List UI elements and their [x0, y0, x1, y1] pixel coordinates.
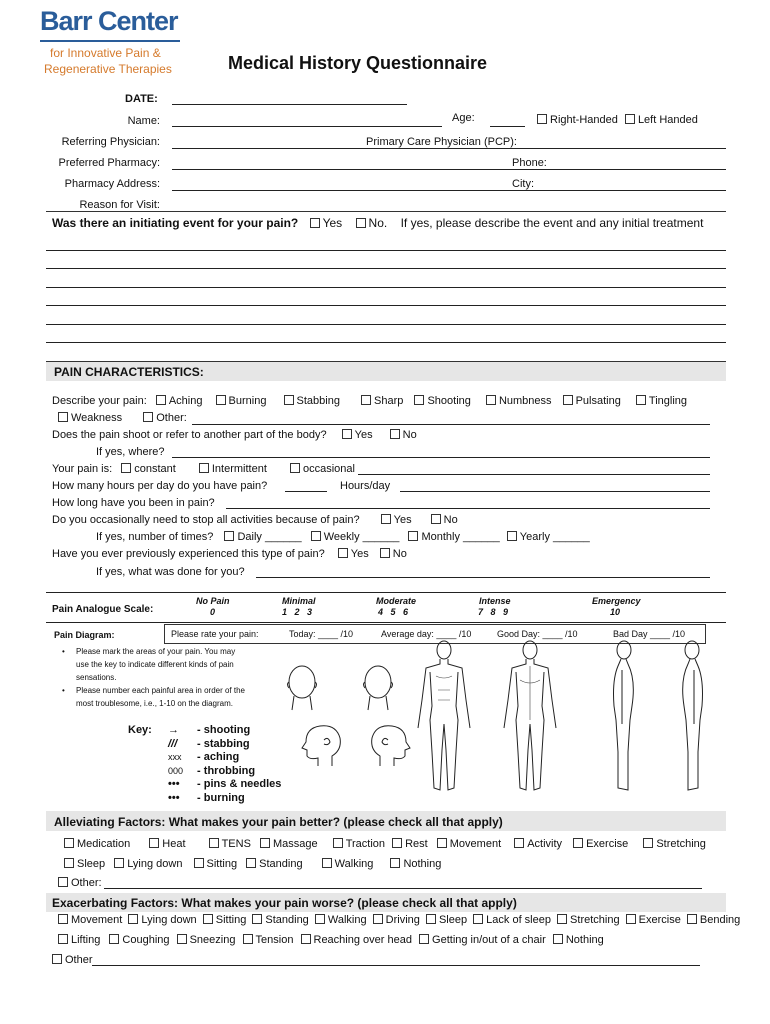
diagram-label: Pain Diagram:: [54, 630, 115, 640]
alleviate-nothing-checkbox[interactable]: [390, 858, 400, 868]
worse-other-field[interactable]: [92, 965, 700, 966]
alleviate-sitting-checkbox[interactable]: [194, 858, 204, 868]
age-field[interactable]: [490, 126, 525, 127]
where-label: If yes, where?: [96, 446, 165, 458]
describe-line-1[interactable]: [46, 250, 726, 251]
body-front-diagram[interactable]: [414, 640, 474, 796]
exacerbating-row-2: Lifting Coughing Sneezing Tension Reaching over head Getting in/out of a chair Nothing: [58, 934, 604, 946]
scale-top-rule: [46, 592, 726, 593]
alleviate-exercise-checkbox[interactable]: [573, 838, 583, 848]
what-done-label: If yes, what was done for you?: [96, 566, 245, 578]
alleviate-activity-checkbox[interactable]: [514, 838, 524, 848]
diagram-instruction-1: • Please mark the areas of your pain. You may use the key to indicate different kinds of pain sensations.: [62, 647, 236, 682]
shooting-checkbox[interactable]: [414, 395, 424, 405]
worse-lying-down-checkbox[interactable]: [128, 914, 138, 924]
other-pain-field[interactable]: [192, 424, 710, 425]
head-front-diagram[interactable]: [278, 662, 326, 712]
worse-standing-checkbox[interactable]: [252, 914, 262, 924]
logo: [40, 6, 190, 78]
city-label: City:: [512, 178, 534, 190]
alleviate-heat-checkbox[interactable]: [149, 838, 159, 848]
body-back-diagram[interactable]: [500, 640, 560, 796]
handedness: Right-Handed Left Handed: [537, 114, 698, 126]
alleviate-walking-checkbox[interactable]: [322, 858, 332, 868]
key-label: Key:: [128, 724, 152, 736]
pain-heading-band: [46, 361, 726, 381]
daily-checkbox[interactable]: [224, 531, 234, 541]
exacerbating-row-1: Movement Lying down Sitting Standing Walking Driving Sleep Lack of sleep Stretching Exercise Bending: [58, 914, 740, 926]
initiating-question: Was there an initiating event for your pain? Yes No. If yes, please describe the event and any initial treatment: [52, 216, 704, 230]
scale-level-name: Moderate: [376, 596, 417, 606]
alleviate-massage-checkbox[interactable]: [260, 838, 270, 848]
reason-label: Reason for Visit:: [79, 199, 160, 211]
worse-lack-of-sleep-checkbox[interactable]: [473, 914, 483, 924]
burning-checkbox[interactable]: [216, 395, 226, 405]
worse-lifting-checkbox[interactable]: [58, 934, 68, 944]
alleviate-traction-checkbox[interactable]: [333, 838, 343, 848]
monthly-checkbox[interactable]: [408, 531, 418, 541]
hours-notes-field[interactable]: [400, 491, 710, 492]
alleviating-band: [46, 811, 726, 831]
scale-level-name: Intense: [479, 596, 511, 606]
exacerbating-band: [46, 893, 726, 912]
referring-label: Referring Physician:: [61, 136, 160, 148]
body-left-side-diagram[interactable]: [672, 640, 712, 796]
prev-row: Have you ever previously experienced this type of pain? Yes No: [52, 548, 407, 560]
describe-line-2[interactable]: [46, 268, 726, 269]
rate-label: Please rate your pain:: [171, 629, 259, 639]
worse-chair-checkbox[interactable]: [419, 934, 429, 944]
scale-level-nums: 10: [610, 607, 621, 617]
times-row: If yes, number of times? Daily ______ Weekly ______ Monthly ______ Yearly ______: [96, 531, 590, 543]
occasional-field[interactable]: [358, 474, 710, 475]
exacerbating-other: Other: [52, 954, 93, 966]
worse-walking-checkbox[interactable]: [315, 914, 325, 924]
worse-bending-checkbox[interactable]: [687, 914, 697, 924]
scale-level-name: Minimal: [282, 596, 316, 606]
shoot-row: Does the pain shoot or refer to another part of the body? Yes No: [52, 429, 417, 441]
weakness-checkbox[interactable]: [58, 412, 68, 422]
scale-level-nums: 1 2 3: [282, 607, 313, 617]
prev-no-checkbox[interactable]: [380, 548, 390, 558]
numbness-checkbox[interactable]: [486, 395, 496, 405]
pcp-label: Primary Care Physician (PCP):: [366, 136, 517, 148]
referring-field[interactable]: [172, 148, 726, 149]
page-title: Medical History Questionnaire: [228, 53, 488, 73]
initiating-no-checkbox[interactable]: [356, 218, 366, 228]
alleviate-sleep-checkbox[interactable]: [64, 858, 74, 868]
hours-label: How many hours per day do you have pain?: [52, 480, 268, 492]
today-rating[interactable]: Today: ____ /10: [289, 629, 354, 639]
worse-driving-checkbox[interactable]: [373, 914, 383, 924]
alleviating-row-2: Sleep Lying down Sitting Standing Walking Nothing: [64, 858, 441, 870]
phone-label: Phone:: [512, 157, 547, 169]
worse-reaching-checkbox[interactable]: [301, 934, 311, 944]
worse-sneezing-checkbox[interactable]: [177, 934, 187, 944]
scale-bottom-rule: [46, 622, 726, 623]
worse-sitting-checkbox[interactable]: [203, 914, 213, 924]
alleviate-tens-checkbox[interactable]: [209, 838, 219, 848]
describe-pain-row: Describe your pain: Aching Burning Stabbing Sharp Shooting Numbness Pulsating Tingling: [52, 395, 688, 407]
head-left-diagram[interactable]: [296, 720, 350, 772]
what-done-field[interactable]: [256, 577, 710, 578]
date-field[interactable]: [172, 104, 407, 105]
weakness-row: Weakness Other:: [58, 412, 187, 424]
alleviating-other: Other:: [58, 877, 102, 889]
initiating-yes-checkbox[interactable]: [310, 218, 320, 228]
key-item: ••• - pins & needles: [168, 778, 282, 790]
pharmacy-address-label: Pharmacy Address:: [64, 178, 160, 190]
good-day-rating[interactable]: Good Day: ____ /10: [497, 629, 578, 639]
constant-checkbox[interactable]: [121, 463, 131, 473]
scale-level-name: No Pain: [196, 596, 230, 606]
date-label: DATE:: [125, 93, 158, 105]
alleviating-heading: Alleviating Factors: What makes your pain better? (please check all that apply): [54, 815, 503, 829]
alleviate-medication-checkbox[interactable]: [64, 838, 74, 848]
where-field[interactable]: [172, 457, 710, 458]
key-item: ••• - burning: [168, 791, 245, 804]
stop-no-checkbox[interactable]: [431, 514, 441, 524]
logo-underline: [40, 40, 180, 42]
left-handed-checkbox[interactable]: [625, 114, 635, 124]
describe-line-4[interactable]: [46, 305, 726, 306]
pain-heading: PAIN CHARACTERISTICS:: [54, 365, 204, 379]
exacerbating-heading: Exacerbating Factors: What makes your pain worse? (please check all that apply): [52, 896, 517, 910]
weekly-checkbox[interactable]: [311, 531, 321, 541]
key-list: [168, 724, 281, 805]
scale-level-nums: 0: [210, 607, 216, 617]
alleviate-other-field[interactable]: [104, 888, 702, 889]
prev-yes-checkbox[interactable]: [338, 548, 348, 558]
shoot-no-checkbox[interactable]: [390, 429, 400, 439]
worse-coughing-checkbox[interactable]: [109, 934, 119, 944]
shoot-yes-checkbox[interactable]: [342, 429, 352, 439]
worse-other-checkbox[interactable]: [52, 954, 62, 964]
worse-movement-checkbox[interactable]: [58, 914, 68, 924]
name-label: Name:: [127, 115, 160, 127]
scale-level-nums: 4 5 6: [378, 607, 409, 617]
sharp-checkbox[interactable]: [361, 395, 371, 405]
alleviate-stretching-checkbox[interactable]: [643, 838, 653, 848]
alleviate-movement-checkbox[interactable]: [437, 838, 447, 848]
alleviating-row-1: Medication Heat TENS Massage Traction Rest Movement Activity Exercise Stretching: [64, 838, 706, 850]
describe-line-6[interactable]: [46, 342, 726, 343]
worse-tension-checkbox[interactable]: [243, 934, 253, 944]
key-item: 000 - throbbing: [168, 764, 256, 777]
scale-level-nums: 7 8 9: [478, 607, 509, 617]
pharmacy-address-field[interactable]: [172, 190, 726, 191]
right-handed-checkbox[interactable]: [537, 114, 547, 124]
alleviate-lying-down-checkbox[interactable]: [114, 858, 124, 868]
describe-line-5[interactable]: [46, 324, 726, 325]
alleviate-other-checkbox[interactable]: [58, 877, 68, 887]
worse-nothing-checkbox[interactable]: [553, 934, 563, 944]
yearly-checkbox[interactable]: [507, 531, 517, 541]
logo-line2: Regenerative Therapies: [44, 62, 172, 76]
alleviate-rest-checkbox[interactable]: [392, 838, 402, 848]
describe-line-3[interactable]: [46, 287, 726, 288]
key-item: /// - stabbing: [168, 737, 250, 750]
intermittent-checkbox[interactable]: [199, 463, 209, 473]
hours-field[interactable]: [285, 491, 327, 492]
bad-day-rating[interactable]: Bad Day ____ /10: [613, 629, 686, 639]
hours-unit: Hours/day: [340, 480, 391, 492]
name-field[interactable]: [172, 126, 442, 127]
head-right-diagram[interactable]: [362, 720, 416, 772]
scale-label: Pain Analogue Scale:: [52, 604, 154, 615]
occasional-checkbox[interactable]: [290, 463, 300, 473]
logo-name: Barr Center: [40, 6, 178, 36]
alleviate-standing-checkbox[interactable]: [246, 858, 256, 868]
scale-level-name: Emergency: [592, 596, 641, 606]
key-item: → - shooting: [168, 724, 251, 736]
pharmacy-field[interactable]: [172, 169, 726, 170]
pulsating-checkbox[interactable]: [563, 395, 573, 405]
how-long-field[interactable]: [226, 508, 710, 509]
age-label: Age:: [452, 112, 475, 124]
worse-exercise-checkbox[interactable]: [626, 914, 636, 924]
tingling-checkbox[interactable]: [636, 395, 646, 405]
pharmacy-label: Preferred Pharmacy:: [58, 157, 160, 169]
body-right-side-diagram[interactable]: [604, 640, 644, 796]
key-item: xxx - aching: [168, 751, 240, 763]
stop-yes-checkbox[interactable]: [381, 514, 391, 524]
diagram-instruction-2: • Please number each painful area in order of the most troublesome, i.e., 1-10 on the diagram.: [62, 686, 245, 708]
worse-stretching-checkbox[interactable]: [557, 914, 567, 924]
stabbing-checkbox[interactable]: [284, 395, 294, 405]
your-pain-row: Your pain is: constant Intermittent occasional: [52, 463, 355, 475]
aching-checkbox[interactable]: [156, 395, 166, 405]
other-checkbox[interactable]: [143, 412, 153, 422]
average-rating[interactable]: Average day: ____ /10: [381, 629, 472, 639]
worse-sleep-checkbox[interactable]: [426, 914, 436, 924]
head-back-diagram[interactable]: [354, 662, 402, 712]
stop-row: Do you occasionally need to stop all activities because of pain? Yes No: [52, 514, 458, 526]
how-long-label: How long have you been in pain?: [52, 497, 215, 509]
logo-line1: for Innovative Pain &: [50, 46, 161, 60]
